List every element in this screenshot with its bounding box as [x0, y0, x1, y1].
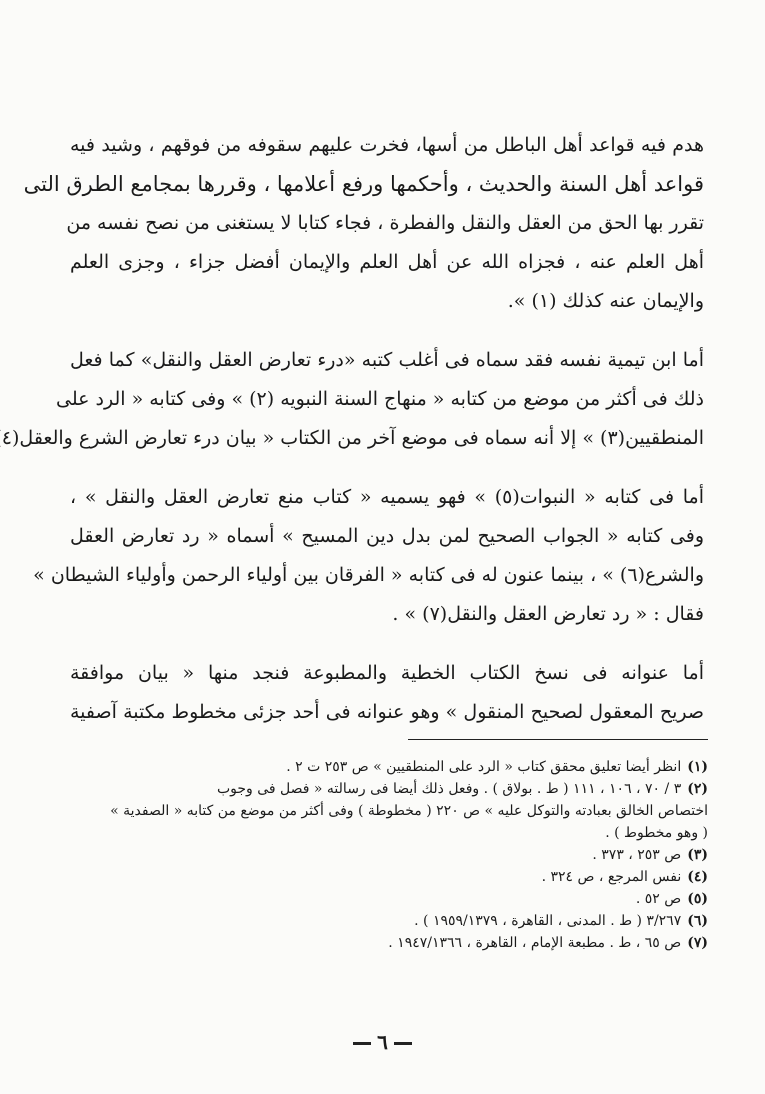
text-line: والإيمان عنه كذلك (١) ». — [507, 290, 704, 312]
footnote-divider — [408, 739, 708, 740]
footnote: (٢)٣ / ٧٠ ، ١٠٦ ، ١١١ ( ط . بولاق ) . وفعل ذلك أيضا فى رسالته « فصل فى وجوب — [216, 781, 708, 797]
text-line: وفى كتابه « الجواب الصحيح لمن بدل دين المسيح » أسماه « رد تعارض العقل — [70, 525, 704, 547]
footnote-continuation: اختصاص الخالق بعبادته والتوكل عليه » ص ٢٢٠ ( مخطوطة ) وفى أكثر من موضع من كتابه « الصفدية » — [110, 803, 708, 819]
text-line: فقال : « رد تعارض العقل والنقل(٧) » . — [392, 603, 704, 625]
footnote: (٤)نفس المرجع ، ص ٣٢٤ . — [541, 869, 708, 885]
text-line: هدم فيه قواعد أهل الباطل من أسها، فخرت عليهم سقوفه من فوقهم ، وشيد فيه — [70, 134, 704, 156]
text-line: ذلك فى أكثر من موضع من كتابه « منهاج السنة النبويه (٢) » وفى كتابه « الرد على — [56, 388, 704, 410]
footnotes — [68, 756, 708, 954]
page-number: ٦ — [0, 1030, 765, 1054]
footnote: (٥)ص ٥٢ . — [635, 891, 708, 907]
paragraph-1 — [23, 126, 704, 321]
text-line: أما فى كتابه « النبوات(٥) » فهو يسميه « كتاب منع تعارض العقل والنقل » ، — [70, 486, 704, 508]
text-line: أما عنوانه فى نسخ الكتاب الخطية والمطبوعة فنجد منها « بيان موافقة — [70, 662, 704, 684]
paragraph-4 — [70, 654, 704, 732]
footnote: (١)انظر أيضا تعليق محقق كتاب « الرد على المنطقيين » ص ٢٥٣ ت ٢ . — [286, 759, 708, 775]
footnote-continuation: ( وهو مخطوط ) . — [605, 825, 708, 841]
paragraph-2 — [1, 341, 704, 458]
text-line: صريح المعقول لصحيح المنقول » وهو عنوانه فى أحد جزئى مخطوط مكتبة آصفية — [70, 701, 704, 723]
footnote: (٧)ص ٦٥ ، ط . مطبعة الإمام ، القاهرة ، ١٩٤٧/١٣٦٦ . — [388, 935, 708, 951]
dash-right — [394, 1042, 412, 1045]
text-line: تقرر بها الحق من العقل والنقل والفطرة ، فجاء كتابا لا يستغنى من نصح نفسه من — [66, 212, 704, 234]
text-line: المنطقيين(٣) » إلا أنه سماه فى موضع آخر من الكتاب « بيان درء تعارض الشرع والعقل(٤ — [1, 427, 704, 449]
text-line: أما ابن تيمية نفسه فقد سماه فى أغلب كتبه «درء تعارض العقل والنقل» كما فعل — [70, 349, 704, 371]
footnote: (٣)ص ٢٥٣ ، ٣٧٣ . — [592, 847, 708, 863]
main-text — [1, 126, 704, 752]
footnote: (٦)٣/٢٦٧ ( ط . المدنى ، القاهرة ، ١٩٥٩/١٣٧٩ ) . — [414, 913, 708, 929]
paragraph-3 — [33, 478, 704, 634]
dash-left — [353, 1042, 371, 1045]
text-line: أهل العلم عنه ، فجزاه الله عن أهل العلم والإيمان أفضل جزاء ، وجزى العلم — [70, 251, 704, 273]
text-line: قواعد أهل السنة والحديث ، وأحكمها ورفع أعلامها ، وقررها بمجامع الطرق التى — [23, 172, 704, 196]
text-line: والشرع(٦) » ، بينما عنون له فى كتابه « الفرقان بين أولياء الرحمن وأولياء الشيطان » — [33, 564, 704, 586]
